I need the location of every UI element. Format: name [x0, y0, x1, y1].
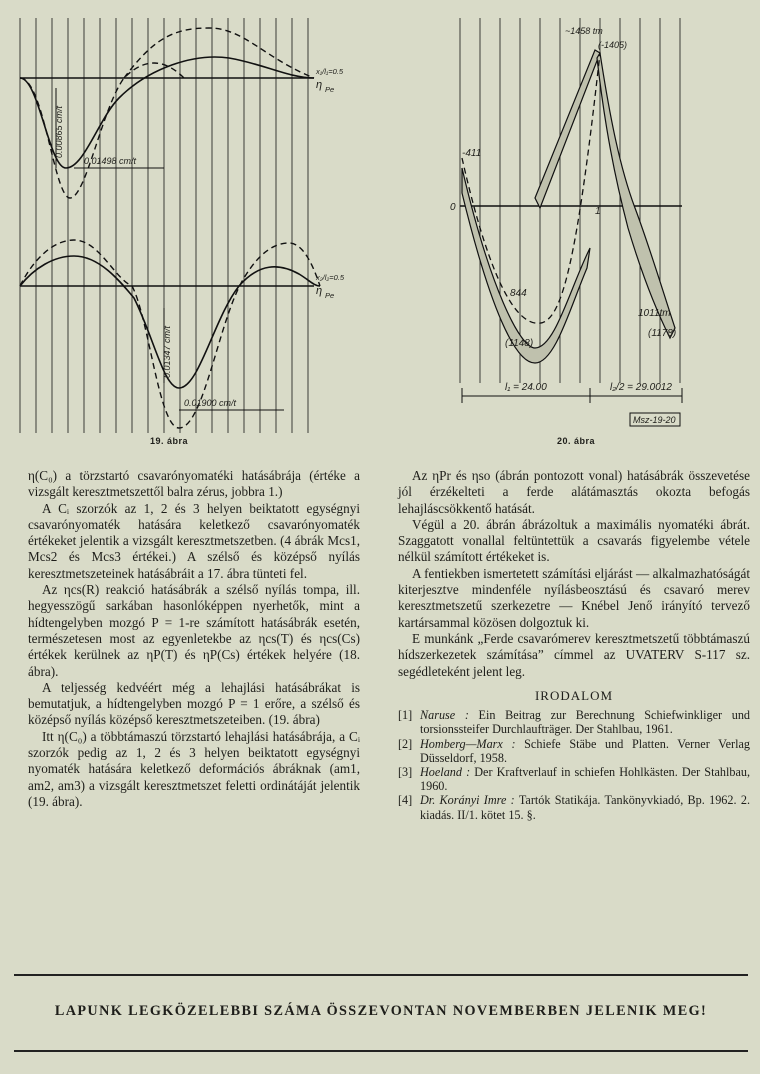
lower-label-sub: Pe [325, 291, 335, 300]
reference-number: [4] [398, 793, 413, 808]
fig20-left-hatched [535, 50, 600, 208]
fig20-label-one: 1 [595, 206, 601, 217]
fig20-label-zero: 0 [450, 202, 456, 213]
right-paragraph-4: E munkánk „Ferde csavarómerev keresztmetszetű többtámaszú hídszerkezetek számítása” címmel az UVATERV S-117 sz. segédleteként jelent leg. [398, 630, 750, 679]
upper-label-eta: η [316, 79, 323, 91]
left-paragraph-1: η(C₀) a törzstartó csavarónyomatéki hatásábrája (értéke a vizsgált keresztmetszettől balra zérus, jobbra 1.) [28, 468, 360, 500]
fig20-ref-box-text: Msz-19-20 [633, 415, 676, 425]
figure-20 [450, 18, 695, 438]
references-heading: IRODALOM [534, 687, 614, 703]
fig20-label-top: ~1458 tm [565, 26, 603, 36]
right-paragraph-3: A fentiekben ismertetett számítási eljárást — alkalmazhatóságát kiterjesztve mindenféle nyílásbeosztású és csavaró merev keresztmetszetű szerkezetre — Knébel Jenő irányító tervező kartársammal közösen dolgoztuk ki. [398, 565, 750, 630]
reference-author: Naruse : [420, 708, 469, 723]
reference-author: Dr. Korányi Imre : [420, 793, 515, 808]
banner-bottom-rule [14, 1050, 748, 1052]
banner-top-rule [14, 974, 748, 976]
figure-19 [14, 18, 344, 438]
lower-dim-horizontal: 0.01900 cm/t [184, 398, 237, 408]
reference-item [398, 793, 750, 821]
upper-dim-horizontal: 0.01498 cm/t [84, 156, 137, 166]
fig20-span1-hatched [462, 168, 590, 363]
fig20-dim-l1: l₁ = 24.00 [505, 382, 547, 393]
fig20-right-hatched [597, 53, 675, 338]
reference-number: [3] [398, 764, 413, 779]
fig20-label-left: -411 [462, 148, 482, 159]
lower-dashed-hump-left [20, 240, 132, 286]
upper-dashed-hump [124, 28, 314, 78]
reference-number: [2] [398, 736, 413, 751]
left-text-column [28, 468, 360, 810]
left-paragraph-2: A Cᵢ szorzók az 1, 2 és 3 helyen beiktatott egységnyi csavarónyomaték hatására keletkező csavarónyomaték értékeket jelentik a vizsgált keresztmetszetben. (4 ábrák Mcs1, Mcs2 és Mcs3 értékei.) A szélső és középső nyílás keresztmetszeteinek hatásábráit a 17. ábra tünteti fel. [28, 500, 360, 581]
upper-label-sub: Pe [325, 85, 335, 94]
lower-dim-vertical: 0.01347 cm/t [162, 325, 172, 378]
figure-20-gridlines [460, 18, 680, 383]
left-paragraph-4: A teljesség kedvéért még a lehajlási hatásábrákat is bemutatjuk, a hídtengelyben mozgó P = 1 erőre, a szélső és középső nyílás középső keresztmetszeteiben. (19. ábra) [28, 679, 360, 728]
right-text-column [398, 468, 750, 822]
reference-author: Homberg—Marx : [420, 736, 516, 751]
fig20-label-1011: 1011tm [638, 308, 671, 319]
fig20-label-1148: (1148) [505, 338, 534, 349]
figure-19-caption: 19. ábra [150, 436, 189, 446]
lower-label-eta: η [316, 285, 323, 297]
fig20-label-top-paren: (-1405) [598, 40, 628, 50]
references-list [398, 708, 750, 822]
fig20-label-844: 844 [510, 288, 527, 299]
reference-text: Ein Beitrag zur Berechnung Schiefwinkliger und torsionssteifer Durchlaufträger. Der Stahlbau, 1961. [420, 708, 751, 737]
left-paragraph-5: Itt η(C₀) a többtámaszú törzstartó lehajlási hatásábrája, a Cᵢ szorzók pedig az 1, 2 és 3 helyen beiktatott egységnyi nyomaték hatására keletkező deformációs ábráknak (am1, am2, am3) a vizsgált keresztmetszet feletti ordinátáját jelentik (19. ábra). [28, 728, 360, 809]
reference-text: Schiefe Stäbe und Platten. Verner Verlag Düsseldorf, 1958. [420, 736, 750, 765]
reference-number: [1] [398, 708, 413, 723]
reference-item [398, 708, 750, 736]
upper-dim-vertical: 0.00865 cm/t [54, 105, 64, 158]
announcement-banner: LAPUNK LEGKÖZELEBBI SZÁMA ÖSSZEVONTAN NOVEMBERBEN JELENIK MEG! [54, 1003, 708, 1019]
right-paragraph-2: Végül a 20. ábrán ábrázoltuk a maximális nyomatéki ábrát. Szaggatott vonallal feltüntettük a csavarás figyelembe vétele nélkül számított értékeket is. [398, 516, 750, 565]
lower-label-ratio: x₂/l₂=0.5 [316, 273, 344, 282]
reference-item [398, 737, 750, 765]
left-paragraph-3: Az ηcs(R) reakció hatásábrák a szélső nyílás tompa, ill. hegyesszögű sarkában hasonlóképpen nyerhetők, mint a hídtengelyben mozgó P = 1-re számított hatásábrák esetén, természetesen most az egyenletekbe az ηcs(T) és ηcs(Cs) értékek kerülnek az ηP(T) és ηP(Cs) értékek helyére (18. ábra). [28, 582, 360, 679]
right-paragraph-1: Az ηPr és ηso (ábrán pontozott vonal) hatásábrák összevetése jól érzékelteti a ferde alátámasztás okozta befogás lehajláscsökkentő hatását. [398, 468, 750, 516]
upper-solid-curve [20, 57, 314, 168]
fig20-dim-l2: l₂/2 = 29.0012 [610, 382, 672, 393]
reference-author: Hoeland : [420, 764, 471, 779]
reference-text: Tartók Statikája. Tankönyvkiadó, Bp. 1962. 2. kiadás. II/1. kötet 15. §. [420, 793, 750, 822]
upper-dashed-curve [20, 63, 184, 198]
reference-item [398, 765, 750, 793]
fig20-label-1178: (1178) [648, 328, 677, 339]
reference-text: Der Kraftverlauf in schiefen Hohlkästen. Der Stahlbau, 1960. [420, 764, 750, 794]
upper-label-ratio: x₁/l₁=0.5 [316, 67, 344, 76]
figure-20-caption: 20. ábra [557, 436, 596, 446]
